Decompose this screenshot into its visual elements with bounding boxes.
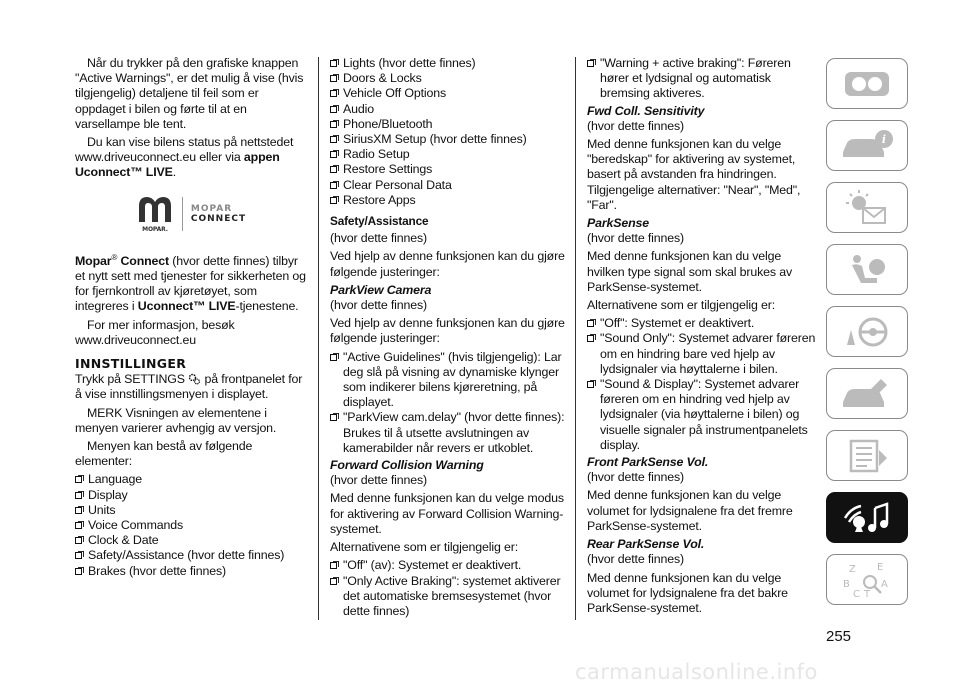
list-item (330, 132, 565, 147)
checkbox-bullet-icon (330, 59, 339, 67)
list-item (330, 117, 565, 132)
checkbox-bullet-icon (75, 551, 84, 559)
logo-line-2: CONNECT (190, 213, 247, 224)
checkbox-bullet-icon (330, 413, 339, 421)
list-item-text: Doors & Locks (343, 71, 422, 86)
subsection-heading: Fwd Coll. Sensitivity (587, 103, 705, 118)
checkbox-bullet-icon (75, 567, 84, 575)
checkbox-bullet-icon (75, 536, 84, 544)
brand: Connect (117, 253, 169, 268)
column-1 (75, 56, 307, 579)
page-number: 255 (826, 628, 852, 645)
paragraph: Ved hjelp av denne funksjonen kan du gjøre følgende justeringer: (330, 249, 565, 279)
list-item-text: "Active Guidelines" (hvis tilgjengelig): Lar deg slå på visning av dynamiske klynger som indikerer bilens kjøreretning, på displayet. (343, 349, 562, 410)
list-item-text: Lights (hvor dette finnes) (343, 56, 476, 70)
checkbox-bullet-icon (587, 380, 596, 388)
mopar-m-logo-icon (136, 194, 174, 234)
list-item (587, 377, 817, 453)
list-item (330, 86, 565, 101)
paragraph (75, 372, 307, 402)
paragraph (75, 250, 307, 315)
list-item-text: "Only Active Braking": systemet aktiverer det automatiske bremsesystemet (hvor dette finnes) (343, 573, 561, 618)
paragraph: Med denne funksjonen kan du velge hvilken type signal som skal brukes av ParkSense-systemet. (587, 249, 793, 294)
list-item (330, 56, 565, 71)
list-item-text: Brakes (hvor dette finnes) (88, 563, 226, 578)
availability: (hvor dette finnes) (587, 231, 685, 246)
checkbox-bullet-icon (330, 561, 339, 569)
paragraph: Menyen kan bestå av følgende elementer: (75, 438, 253, 469)
tab-dashboard[interactable] (826, 58, 908, 109)
logo-small-text: MOPAR. (142, 225, 168, 233)
multimedia-icon (837, 498, 897, 538)
logo-text (191, 204, 246, 224)
paragraph: Alternativene som er tilgjengelig er: (330, 540, 518, 555)
list-item (330, 71, 565, 86)
list-item-text: SiriusXM Setup (hvor dette finnes) (343, 132, 527, 147)
app-name: appen Uconnect™ LIVE (75, 150, 280, 180)
paragraph: Med denne funksjonen kan du velge volumet for lydsignalene fra det fremre ParkSense-systemet. (587, 488, 793, 533)
checkbox-bullet-icon (330, 74, 339, 82)
paragraph (75, 135, 307, 181)
checkbox-bullet-icon (330, 165, 339, 173)
checkbox-bullet-icon (75, 506, 84, 514)
dashboard-icon (837, 64, 897, 104)
list-item (75, 533, 307, 548)
checkbox-bullet-icon (330, 150, 339, 158)
availability: (hvor dette finnes) (587, 552, 685, 567)
list-item (75, 472, 307, 487)
index-letter: A (881, 578, 888, 590)
list-item-text: "Off": Systemet er deaktivert. (600, 316, 755, 331)
checkbox-bullet-icon (587, 59, 596, 67)
column-divider (318, 57, 319, 620)
mopar-connect-logo (75, 184, 307, 244)
list-item (330, 574, 565, 620)
paragraph: Med denne funksjonen kan du velge "beredskap" for aktivering av systemet, basert på avstanden fra hindringen. Tilgjengelige alternativer: "Near", "Med", "Far". (587, 137, 801, 212)
list-item-text: Language (88, 472, 142, 487)
availability: (hvor dette finnes) (330, 231, 428, 246)
checkbox-bullet-icon (330, 181, 339, 189)
checkbox-bullet-icon (587, 334, 596, 342)
checkbox-bullet-icon (75, 475, 84, 483)
tab-steering-wheel[interactable] (826, 306, 908, 357)
checkbox-bullet-icon (330, 353, 339, 361)
tab-specifications[interactable] (826, 430, 908, 481)
list-item (330, 102, 565, 117)
list-item-text: Display (88, 487, 128, 502)
checkbox-bullet-icon (330, 120, 339, 128)
car-info-icon (837, 126, 897, 166)
checkbox-bullet-icon (330, 89, 339, 97)
warning-lights-icon (837, 188, 897, 228)
checkbox-bullet-icon (330, 577, 339, 585)
watermark: carmanualsonline.info (575, 660, 818, 684)
subsection-heading: Front ParkSense Vol. (587, 455, 709, 470)
list-item-text: Clock & Date (88, 533, 159, 548)
list-item-text: Safety/Assistance (hvor dette finnes) (88, 548, 285, 563)
list-item-text: Radio Setup (343, 147, 410, 162)
list-item-text: Clear Personal Data (343, 177, 452, 192)
paragraph: Med denne funksjonen kan du velge modus for aktivering av Forward Collision Warning-systemet. (330, 491, 564, 536)
list-item (587, 331, 817, 377)
list-item (75, 518, 307, 533)
index-letter: Z (849, 563, 856, 575)
subsection-heading: Rear ParkSense Vol. (587, 537, 705, 552)
list-item (587, 316, 817, 331)
checkbox-bullet-icon (330, 196, 339, 204)
settings-icon (188, 373, 201, 385)
text: Trykk på SETTINGS (75, 372, 185, 387)
registered-mark: ® (111, 252, 118, 262)
paragraph: Med denne funksjonen kan du velge volumet for lydsignalene fra det bakre ParkSense-systemet. (587, 570, 788, 615)
list-item-text: Restore Settings (343, 162, 433, 177)
list-item-text: Units (88, 502, 116, 517)
svg-text:i: i (881, 132, 887, 146)
availability: (hvor dette finnes) (330, 298, 428, 313)
car-service-icon (837, 374, 897, 414)
index-icon (837, 560, 897, 600)
list-item-text: "ParkView cam.delay" (hvor dette finnes): Brukes til å utsette avslutningen av kamerabilder når revers er utkoblet. (343, 410, 565, 455)
steering-wheel-icon (837, 312, 897, 352)
paragraph: Alternativene som er tilgjengelig er: (587, 298, 775, 313)
list-item-text: Phone/Bluetooth (343, 116, 433, 131)
text: . (172, 165, 177, 180)
list-item (330, 558, 565, 573)
list-item (330, 410, 565, 456)
list-item (330, 162, 565, 177)
paragraph: Ved hjelp av denne funksjonen kan du gjøre følgende justeringer: (330, 316, 565, 346)
options-list (330, 350, 565, 456)
tab-airbag-seat[interactable] (826, 244, 908, 295)
paragraph: Når du trykker på den grafiske knappen "Active Warnings", er det mulig å vise (hvis tilgjengelig) detaljene til feil som er oppdaget i bilen og førte til at en varsellampe ble tent. (75, 56, 304, 131)
column-divider (575, 57, 576, 620)
brand: Uconnect™ LIVE (137, 299, 236, 314)
options-list (330, 558, 565, 619)
list-item (75, 548, 307, 563)
subsection-heading: ParkView Camera (330, 282, 432, 297)
list-item-text: "Sound Only": Systemet advarer føreren om en hindring bare ved hjelp av lydsignaler via høyttalerne i bilen. (600, 331, 816, 376)
options-list (587, 316, 817, 453)
index-letter: E (877, 561, 884, 573)
list-item (330, 350, 565, 411)
list-item-text: Voice Commands (88, 518, 184, 532)
list-item (75, 488, 307, 503)
index-letter: C (853, 588, 860, 600)
tab-car-info[interactable] (826, 120, 908, 171)
checkbox-bullet-icon (75, 491, 84, 499)
availability: (hvor dette finnes) (587, 470, 685, 485)
tab-multimedia[interactable] (826, 492, 908, 543)
logo-line-1: MOPAR (190, 203, 233, 214)
tab-index[interactable] (826, 554, 908, 605)
list-item (75, 503, 307, 518)
index-letter: T (864, 588, 871, 600)
text: -tjenestene. (235, 299, 299, 314)
list-item (330, 178, 565, 193)
menu-items-list (330, 56, 565, 208)
subsection-heading: Forward Collision Warning (330, 458, 484, 473)
text: (hvor dette finnes) tilbyr et nytt sett med tjenester for sikkerheten og for fjernkontroll av kjøretøyet, som integreres i (75, 253, 306, 314)
list-item-text: Vehicle Off Options (343, 86, 446, 101)
text: på frontpanelet for å vise innstillingsmenyen i displayet. (75, 372, 303, 402)
list-item-text: "Off" (av): Systemet er deaktivert. (343, 558, 522, 573)
index-letter: B (843, 578, 850, 590)
paragraph: For mer informasjon, besøk www.driveuconnect.eu (75, 317, 235, 347)
checkbox-bullet-icon (330, 105, 339, 113)
menu-items-list (75, 472, 307, 578)
subsection-heading: ParkSense (587, 216, 650, 231)
checkbox-bullet-icon (75, 521, 84, 529)
tab-car-service[interactable] (826, 368, 908, 419)
availability: (hvor dette finnes) (330, 473, 428, 488)
list-item-text: "Warning + active braking": Føreren hører et lydsignal og automatisk bremsing aktiveres. (600, 56, 791, 101)
tab-warning-lights[interactable] (826, 182, 908, 233)
text: Du kan vise bilens status på nettstedet www.driveuconnect.eu eller via (75, 135, 294, 165)
specifications-icon (837, 436, 897, 476)
logo-divider (182, 197, 183, 231)
checkbox-bullet-icon (330, 135, 339, 143)
list-item-text: Audio (343, 101, 374, 116)
column-2 (330, 56, 565, 619)
list-item (330, 193, 565, 208)
column-3 (587, 56, 817, 619)
note: MERK Visningen av elementene i menyen varierer avhengig av versjon. (75, 405, 277, 435)
brand: Mopar (75, 253, 112, 268)
availability: (hvor dette finnes) (587, 118, 685, 133)
section-heading: INNSTILLINGER (75, 355, 187, 371)
checkbox-bullet-icon (587, 319, 596, 327)
list-item (75, 564, 307, 579)
list-item-text: "Sound & Display": Systemet advarer føreren om en hindring ved hjelp av lydsignaler (via høyttalerne i bilen) og visuelle signaler på instrumentpanelets display. (600, 377, 808, 452)
list-item-text: Restore Apps (343, 192, 416, 207)
list-item (330, 147, 565, 162)
airbag-seat-icon (837, 250, 897, 290)
chapter-tabs (826, 58, 908, 616)
subsection-heading: Safety/Assistance (330, 214, 429, 229)
list-item (587, 56, 817, 102)
